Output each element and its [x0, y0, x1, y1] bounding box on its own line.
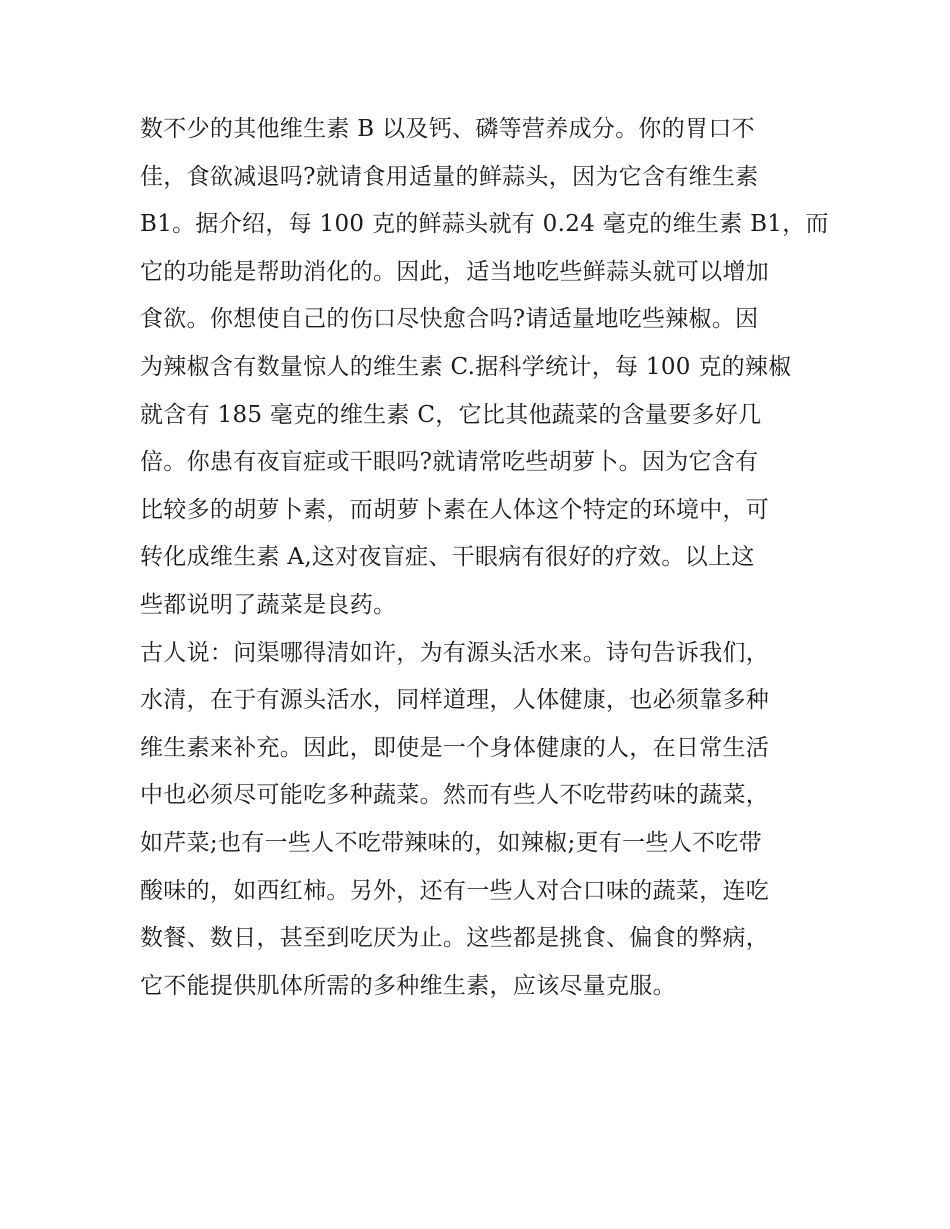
body-text [140, 106, 829, 1010]
text-line: 数餐、数日，甚至到吃厌为止。这些都是挑食、偏食的弊病， [140, 925, 770, 952]
text-line: 酸味的，如西红柿。另外，还有一些人对合口味的蔬菜，连吃 [140, 877, 770, 904]
text-line: 数不少的其他维生素 B 以及钙、磷等营养成分。你的胃口不 [140, 116, 755, 142]
text-line: 维生素来补充。因此，即使是一个身体健康的人，在日常生活 [140, 734, 770, 761]
text-line: B1。据介绍，每 100 克的鲜蒜头就有 0.24 毫克的维生素 B1，而 [140, 211, 829, 238]
text-line: 就含有 185 毫克的维生素 C，它比其他蔬菜的含量要多好几 [140, 401, 762, 428]
text-line: 为辣椒含有数量惊人的维生素 C.据科学统计，每 100 克的辣椒 [140, 353, 792, 380]
text-line: 佳，食欲减退吗?就请食用适量的鲜蒜头，因为它含有维生素 [140, 163, 759, 190]
text-line: 它的功能是帮助消化的。因此，适当地吃些鲜蒜头就可以增加 [140, 258, 770, 285]
text-line: 它不能提供肌体所需的多种维生素，应该尽量克服。 [140, 972, 676, 999]
text-line: 水清，在于有源头活水，同样道理，人体健康，也必须靠多种 [140, 687, 770, 714]
text-line: 中也必须尽可能吃多种蔬菜。然而有些人不吃带药味的蔬菜， [140, 782, 770, 809]
text-line: 些都说明了蔬菜是良药。 [140, 591, 397, 618]
text-line: 比较多的胡萝卜素，而胡萝卜素在人体这个特定的环境中，可 [140, 496, 770, 523]
text-line: 倍。你患有夜盲症或干眼吗?就请常吃些胡萝卜。因为它含有 [140, 449, 759, 476]
text-line: 古人说：问渠哪得清如许，为有源头活水来。诗句告诉我们， [140, 639, 770, 666]
text-line: 食欲。你想使自己的伤口尽快愈合吗?请适量地吃些辣椒。因 [140, 306, 759, 333]
text-line: 转化成维生素 A,这对夜盲症、干眼病有很好的疗效。以上这 [140, 544, 755, 571]
text-line: 如芹菜;也有一些人不吃带辣味的，如辣椒;更有一些人不吃带 [140, 829, 762, 856]
